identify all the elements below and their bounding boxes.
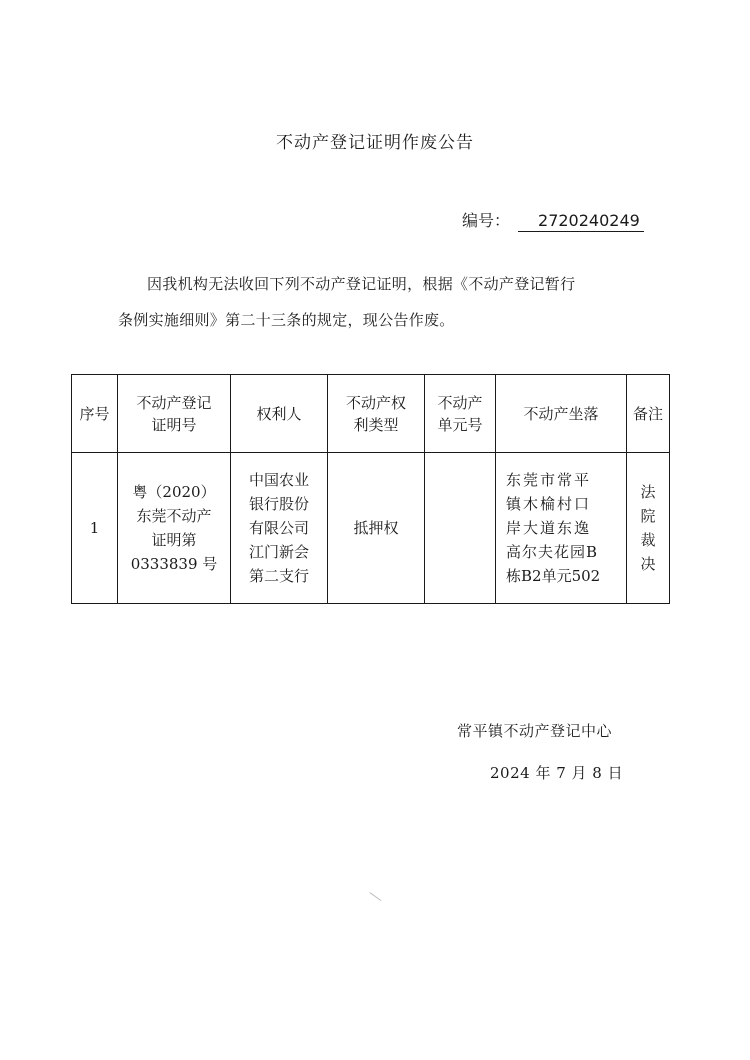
- cell-holder: 中国农业 银行股份 有限公司 江门新会 第二支行: [231, 453, 328, 604]
- cell-seq: 1: [72, 453, 118, 604]
- header-holder: 权利人: [231, 375, 328, 453]
- notice-body-line-1: 因我机构无法收回下列不动产登记证明，根据《不动产登记暂行: [147, 275, 576, 293]
- page-title: 不动产登记证明作废公告: [276, 133, 474, 153]
- notice-body-line-2: 条例实施细则》第二十三条的规定，现公告作废。: [118, 311, 455, 329]
- cell-right-type: 抵押权: [328, 453, 425, 604]
- scan-mark: [363, 892, 382, 911]
- issuing-organization: 常平镇不动产登记中心: [457, 722, 613, 740]
- table-header-row: [72, 375, 670, 453]
- header-seq: 序号: [72, 375, 118, 453]
- document-number-value: 2720240249: [518, 211, 644, 232]
- notice-body: [118, 266, 678, 338]
- document-number: [462, 208, 644, 232]
- cell-cert-no: 粤（2020） 东莞不动产 证明第 0333839 号: [118, 453, 231, 604]
- cell-location: 东莞市常平 镇木棆村口 岸大道东逸 高尔夫花园B 栋B2单元502: [496, 453, 627, 604]
- void-certificates-table: [71, 374, 670, 604]
- cell-unit-no: [425, 453, 496, 604]
- header-right-type: 不动产权 利类型: [328, 375, 425, 453]
- header-unit-no: 不动产 单元号: [425, 375, 496, 453]
- header-location: 不动产坐落: [496, 375, 627, 453]
- document-number-label: 编号：: [462, 211, 511, 230]
- header-remark: 备注: [627, 375, 670, 453]
- cell-remark: 法 院 裁 决: [627, 453, 670, 604]
- header-cert-no: 不动产登记 证明号: [118, 375, 231, 453]
- table-row: [72, 453, 670, 604]
- issue-date: 2024 年 7 月 8 日: [490, 764, 624, 782]
